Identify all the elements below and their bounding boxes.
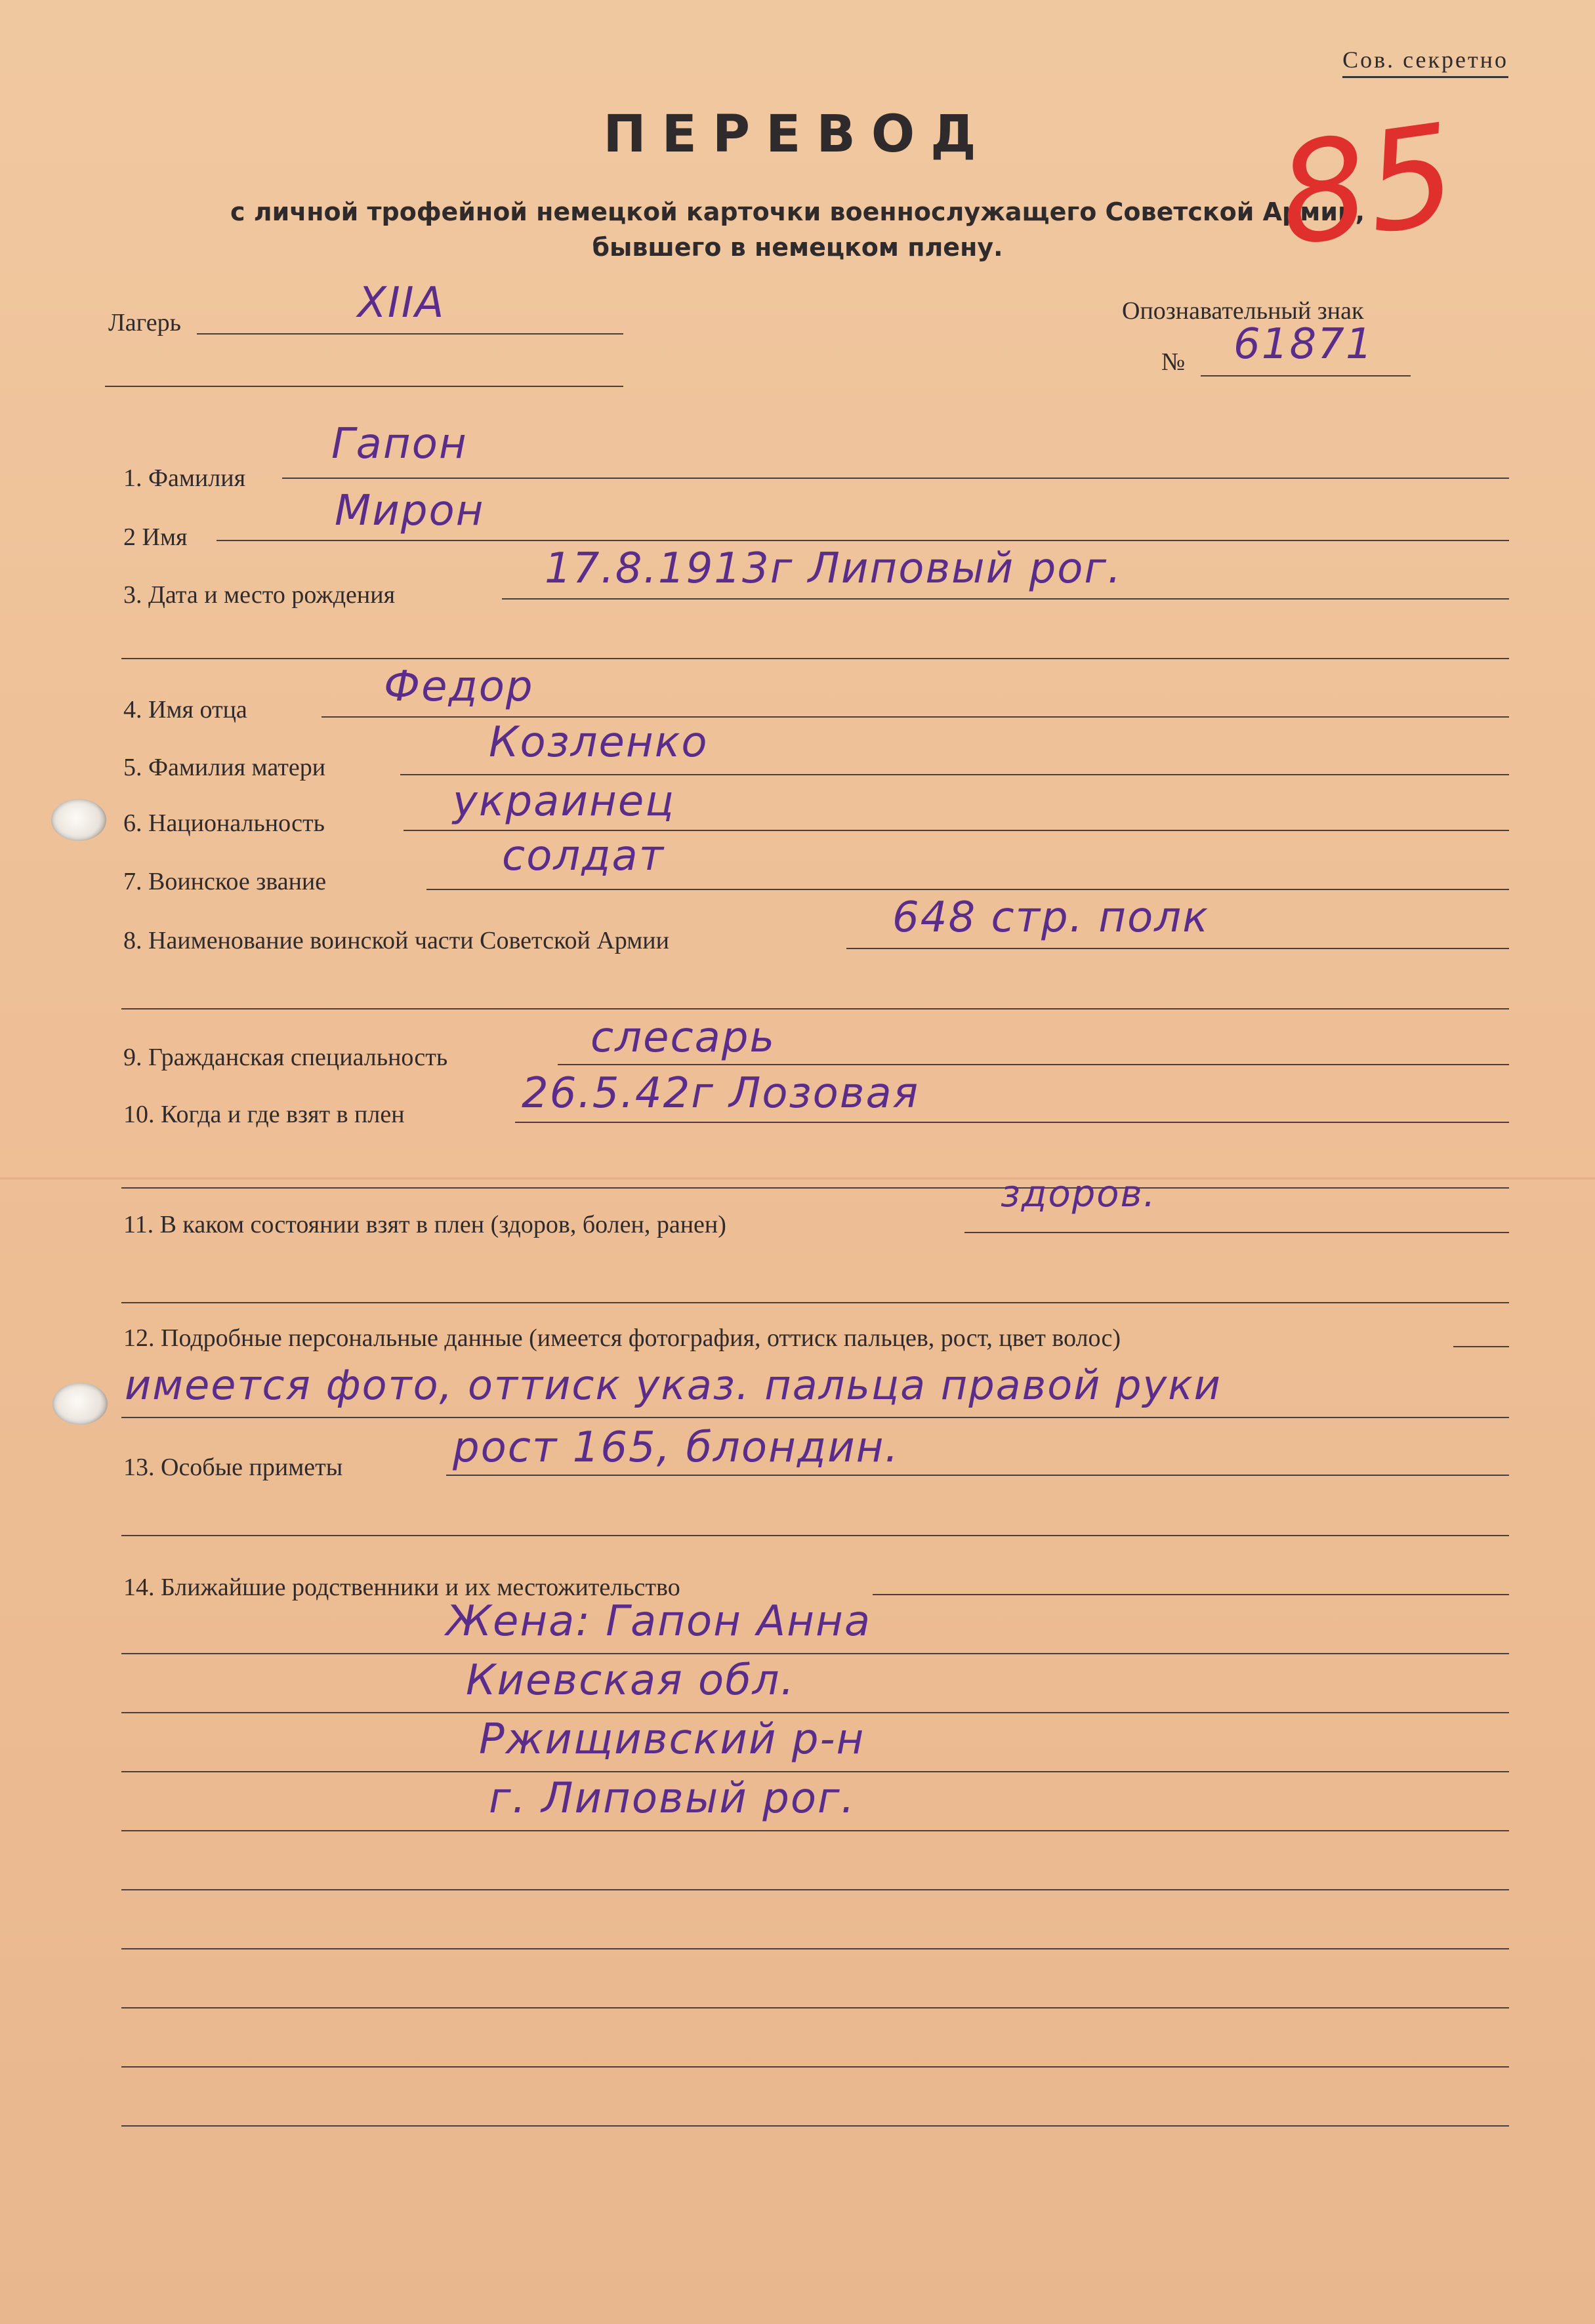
- personal-data-label: 12. Подробные персональные данные (имеется фотография, оттиск пальцев, рост, цвет волос): [123, 1324, 1121, 1352]
- subtitle-line-2: бывшего в немецком плену.: [592, 233, 1003, 262]
- father-name-line: [321, 716, 1509, 718]
- rank-label: 7. Воинское звание: [123, 868, 327, 895]
- classification-stamp: Сов. секретно: [1342, 46, 1508, 78]
- condition-label: 11. В каком состоянии взят в плен (здоров, болен, ранен): [123, 1211, 726, 1238]
- surname-value: Гапон: [331, 420, 468, 468]
- condition-line-2: [121, 1302, 1509, 1303]
- red-pencil-number: 85: [1269, 93, 1465, 277]
- punch-hole-bottom: [52, 1383, 108, 1425]
- capture-line-2: [121, 1187, 1509, 1189]
- relatives-line-2: [121, 1653, 1509, 1654]
- rank-line: [426, 889, 1509, 890]
- mother-surname-label: 5. Фамилия матери: [123, 754, 326, 781]
- special-marks-value: рост 165, блондин.: [453, 1423, 900, 1472]
- special-marks-label: 13. Особые приметы: [123, 1454, 343, 1481]
- relatives-line-7: [121, 1948, 1509, 1949]
- unit-value: 648 стр. полк: [892, 893, 1209, 942]
- personal-data-line: [1453, 1346, 1509, 1347]
- first-name-label: 2 Имя: [123, 523, 188, 551]
- personal-data-line-2: [121, 1417, 1509, 1418]
- capture-label: 10. Когда и где взят в плен: [123, 1101, 405, 1128]
- fold-crease: [0, 1177, 1595, 1179]
- special-marks-line: [446, 1475, 1509, 1476]
- capture-value: 26.5.42г Лозовая: [522, 1069, 920, 1118]
- mother-surname-value: Козленко: [489, 718, 709, 767]
- civil-specialty-line: [558, 1064, 1509, 1065]
- relatives-line: [873, 1594, 1509, 1595]
- nationality-label: 6. Национальность: [123, 809, 325, 837]
- nationality-value: украинец: [453, 777, 675, 826]
- subtitle-line-1: с личной трофейной немецкой карточки военнослужащего Советской Армии,: [230, 197, 1365, 226]
- birth-value: 17.8.1913г Липовый рог.: [545, 544, 1123, 593]
- relatives-line-3: [121, 1712, 1509, 1713]
- special-marks-line-2: [121, 1535, 1509, 1536]
- relatives-value-line-4: г. Липовый рог.: [489, 1774, 856, 1823]
- camp-line-2: [105, 386, 623, 387]
- relatives-line-9: [121, 2066, 1509, 2068]
- rank-value: солдат: [502, 832, 665, 880]
- capture-line: [515, 1122, 1509, 1123]
- id-tag-prefix: №: [1161, 348, 1186, 376]
- punch-hole-top: [51, 799, 106, 841]
- father-name-label: 4. Имя отца: [123, 696, 247, 724]
- relatives-line-8: [121, 2007, 1509, 2008]
- camp-line: [197, 333, 623, 335]
- camp-value: XIIA: [358, 279, 445, 327]
- unit-line-2: [121, 1008, 1509, 1009]
- civil-specialty-label: 9. Гражданская специальность: [123, 1044, 448, 1071]
- relatives-value-line-1: Жена: Гапон Анна: [446, 1597, 872, 1646]
- birth-line-2: [121, 658, 1509, 659]
- id-tag-value: 61871: [1233, 320, 1374, 369]
- birth-line: [502, 598, 1509, 600]
- id-tag-label: Опознавательный знак: [1122, 297, 1364, 325]
- first-name-line: [217, 540, 1509, 541]
- relatives-value-line-3: Ржищивский р-н: [479, 1715, 865, 1764]
- relatives-value-line-2: Киевская обл.: [466, 1656, 795, 1705]
- condition-line: [964, 1232, 1509, 1233]
- father-name-value: Федор: [384, 663, 534, 711]
- first-name-value: Мирон: [335, 487, 485, 535]
- id-tag-line: [1201, 375, 1411, 377]
- surname-label: 1. Фамилия: [123, 464, 246, 492]
- relatives-line-10: [121, 2125, 1509, 2127]
- civil-specialty-value: слесарь: [590, 1013, 776, 1062]
- surname-line: [282, 478, 1509, 479]
- document-title: ПЕРЕВОД: [603, 105, 992, 164]
- relatives-label: 14. Ближайшие родственники и их местожительство: [123, 1574, 680, 1601]
- personal-data-value: имеется фото, оттиск указ. пальца правой руки: [125, 1361, 1222, 1409]
- camp-label: Лагерь: [108, 309, 181, 336]
- condition-value: здоров.: [1001, 1173, 1157, 1215]
- relatives-line-6: [121, 1889, 1509, 1890]
- mother-surname-line: [400, 774, 1509, 775]
- unit-line: [846, 948, 1509, 949]
- nationality-line: [404, 830, 1509, 831]
- birth-label: 3. Дата и место рождения: [123, 581, 396, 609]
- unit-label: 8. Наименование воинской части Советской Армии: [123, 927, 669, 954]
- relatives-line-5: [121, 1830, 1509, 1831]
- relatives-line-4: [121, 1771, 1509, 1772]
